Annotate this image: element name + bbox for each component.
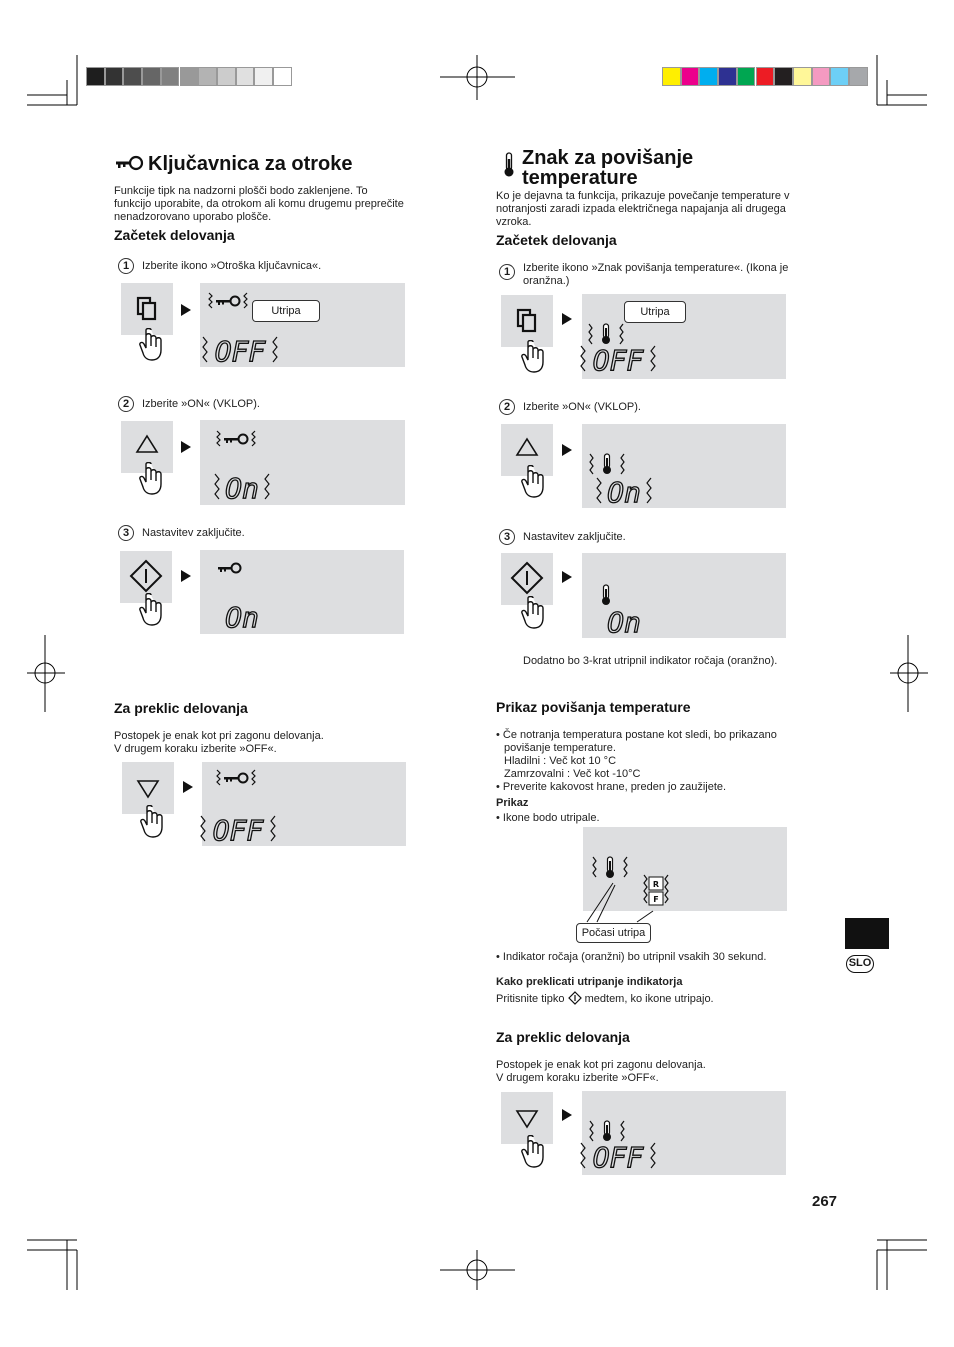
display-panel [582,553,786,638]
cancel-blink-text: Pritisnite tipko medtem, ko ikone utripajo. [496,993,714,1005]
display-off-text [578,1141,658,1173]
slow-blink-callout: Počasi utripa [576,923,651,943]
section-title-child-lock: Ključavnica za otroke [148,153,353,175]
pointing-hand-icon [520,1135,548,1169]
start-heading: Začetek delovanja [114,227,235,243]
display-panel [202,762,406,846]
step-text: Izberite »ON« (VKLOP). [142,398,260,410]
language-badge: SLO [846,955,874,973]
side-tab [845,918,889,949]
thermometer-icon [503,152,515,178]
display-off-text [200,335,280,367]
arrow-right-icon [181,570,191,582]
temperature-intro: Ko je dejavna ta funkcija, prikazuje povečanje temperature v notranjosti zaradi izpada električnega napajanja ali drugega vzroka. [496,190,790,228]
step-number: 2 [118,396,134,412]
svg-text:OFF: OFF [592,344,644,376]
svg-text:On: On [225,472,259,504]
step-text: Nastavitev zaključite. [142,527,245,539]
arrow-right-icon [562,444,572,456]
step-number: 3 [118,525,134,541]
svg-text:R: R [652,880,660,889]
display-on-text [212,472,272,504]
svg-text:On: On [607,476,641,508]
pointing-hand-icon [520,465,548,499]
step-number: 2 [499,399,515,415]
cancel-heading: Za preklic delovanja [114,700,248,716]
display-off-text [198,814,278,846]
display-off-text [578,344,658,376]
display-heading: Prikaz povišanja temperature [496,699,691,715]
step-number: 1 [499,264,515,280]
display-on-text [220,602,264,632]
key-icon-blinking [206,291,250,311]
cancel-heading: Za preklic delovanja [496,1029,630,1045]
key-icon-blinking [214,429,258,449]
handle-bullet: • Indikator ročaja (oranžni) bo utripnil vsakih 30 sekund. [496,951,767,963]
display-panel [582,294,786,379]
svg-text:OFF: OFF [592,1141,644,1173]
temperature-bullets: • Če notranja temperatura postane kot sledi, bo prikazano povišanje temperature. Hladilni : Več kot 10 °C Zamrzovalni : Več kot -10°C • Preverite kakovost hrane, preden jo zaužijete. [496,729,777,793]
pointing-hand-icon [138,462,166,496]
pointing-hand-icon [139,805,167,839]
arrow-right-icon [181,441,191,453]
step-text: Izberite ikono »Znak povišanja temperature«. (Ikona je oranžna.) [523,262,789,287]
pointing-hand-icon [138,328,166,362]
svg-text:F: F [653,895,659,904]
prikaz-label: Prikaz [496,797,529,809]
step-text: Izberite »ON« (VKLOP). [523,401,641,413]
child-lock-intro: Funkcije tipk na nadzorni plošči bodo zaklenjene. To funkcijo uporabite, da otrokom ali komu drugemu preprečite nenadzorovano uporabo plošče. [114,185,404,223]
pointing-hand-icon [520,340,548,374]
arrow-right-icon [562,571,572,583]
thermometer-icon-blinking [586,322,626,346]
display-panel [200,283,405,367]
arrow-right-icon [181,304,191,316]
page-number: 267 [812,1193,838,1210]
step-text: Nastavitev zaključite. [523,531,626,543]
display-panel [582,424,786,508]
svg-text:On: On [225,602,259,632]
key-icon-blinking [214,768,258,788]
thermometer-icon [600,583,612,607]
start-heading: Začetek delovanja [496,232,617,248]
pointing-hand-icon [520,596,548,630]
step-text: Izberite ikono »Otroška ključavnica«. [142,260,322,272]
svg-text:OFF: OFF [212,814,264,846]
blink-callout: Utripa [624,301,686,323]
step-number: 1 [118,258,134,274]
handle-note: Dodatno bo 3-krat utripnil indikator ročaja (oranžno). [523,655,778,667]
section-title-temperature: Znak za povišanje temperature [522,147,694,189]
arrow-right-icon [562,313,572,325]
thermometer-icon-blinking [587,1119,627,1143]
display-panel [200,550,404,634]
arrow-right-icon [183,781,193,793]
arrow-right-icon [562,1109,572,1121]
svg-text:OFF: OFF [214,335,266,367]
step-number: 3 [499,529,515,545]
blink-callout: Utripa [252,300,320,322]
display-on-text [594,476,654,508]
cancel-text: Postopek je enak kot pri zagonu delovanja. V drugem koraku izberite »OFF«. [496,1059,706,1084]
cancel-text: Postopek je enak kot pri zagonu delovanja. V drugem koraku izberite »OFF«. [114,730,324,755]
pointing-hand-icon [138,593,166,627]
cancel-blink-heading: Kako preklicati utripanje indikatorja [496,976,683,988]
key-icon [114,155,144,171]
set-diamond-icon [568,991,582,1005]
display-panel [200,420,405,505]
display-panel [582,1091,786,1175]
display-on-text [602,607,646,637]
key-icon [216,560,246,576]
prikaz-bullet: • Ikone bodo utripale. [496,812,600,824]
svg-text:On: On [607,607,641,637]
thermometer-icon-blinking [587,452,627,476]
